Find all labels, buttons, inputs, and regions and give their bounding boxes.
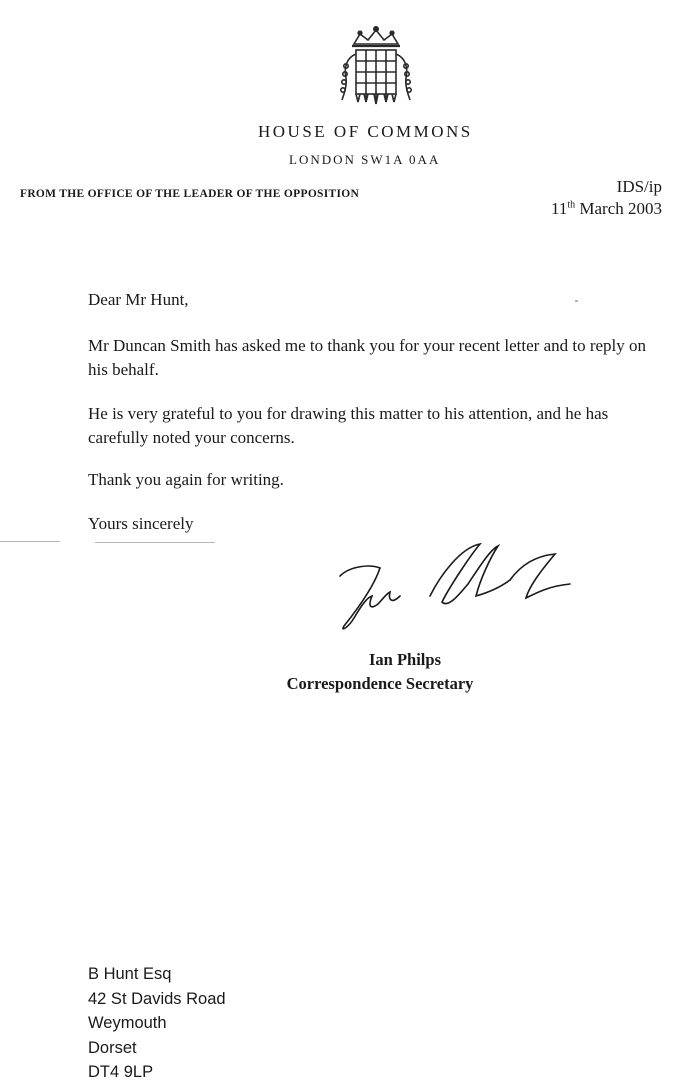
institution-name: HOUSE OF COMMONS	[258, 122, 473, 141]
scan-mark	[575, 300, 578, 302]
complimentary-close: Yours sincerely	[88, 514, 194, 533]
address-line: Weymouth	[88, 1014, 167, 1032]
scan-mark	[95, 542, 215, 543]
address-line: Dorset	[88, 1038, 137, 1057]
recipient-address	[88, 962, 226, 1085]
office-line: FROM THE OFFICE OF THE LEADER OF THE OPPOSITION	[20, 188, 360, 200]
date-rest: March 2003	[579, 199, 662, 218]
salutation: Dear Mr Hunt,	[88, 290, 189, 309]
address-line: DT4 9LP	[88, 1063, 154, 1081]
reference-code: IDS/ip	[616, 177, 662, 196]
date-day: 11	[550, 199, 568, 218]
handwritten-signature-icon	[330, 536, 580, 636]
paragraph-closing-thanks: Thank you again for writing.	[88, 470, 284, 489]
paragraph-thanks: Mr Duncan Smith has asked me to thank you for your recent letter and to reply on his behalf.	[88, 336, 647, 379]
portcullis-crest-icon	[334, 24, 418, 116]
signatory-title: Correspondence Secretary	[286, 674, 474, 693]
paragraph-concerns: He is very grateful to you for drawing this matter to his attention, and he has carefully noted your concerns.	[88, 404, 609, 447]
address-line: 42 St Davids Road	[88, 989, 226, 1008]
date-suffix: th	[567, 199, 576, 211]
institution-address: LONDON SW1A 0AA	[289, 152, 441, 167]
letter-date	[551, 199, 662, 219]
address-line: B Hunt Esq	[88, 965, 172, 983]
signatory-name: Ian Philps	[369, 650, 441, 669]
scan-mark	[0, 541, 60, 542]
